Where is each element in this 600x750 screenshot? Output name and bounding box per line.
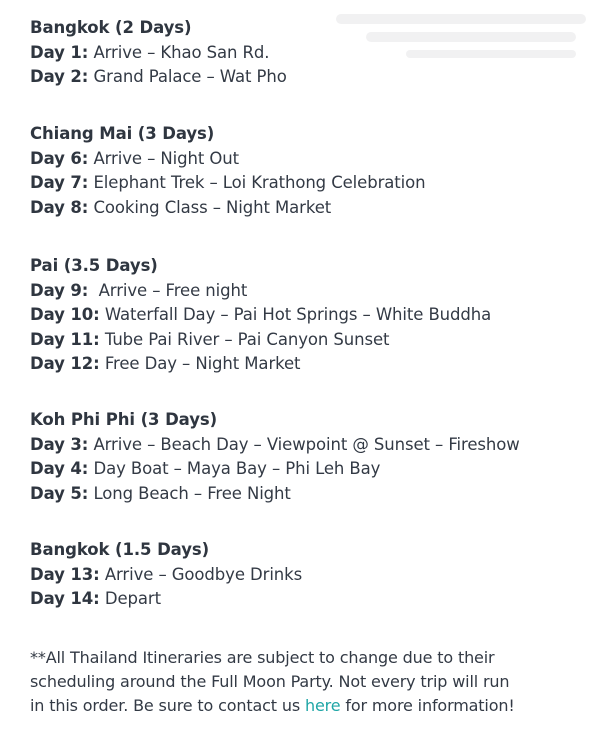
day-text: Day Boat – Maya Bay – Phi Leh Bay [93, 459, 381, 478]
day-row [30, 279, 590, 304]
day-label: Day 5: [30, 483, 89, 503]
day-row [30, 171, 590, 196]
section-heading: Pai (3.5 Days) [30, 256, 158, 275]
day-row [30, 587, 590, 612]
day-row [30, 303, 590, 328]
section-heading: Bangkok (1.5 Days) [30, 540, 210, 559]
day-row [30, 352, 590, 377]
day-label: Day 11: [30, 329, 100, 349]
day-row [30, 65, 590, 90]
day-text: Arrive – Night Out [93, 148, 239, 168]
day-label: Day 8: [30, 197, 89, 217]
disclaimer-line: **All Thailand Itineraries are subject to change due to their [30, 648, 495, 667]
section-bangkok-departure [30, 538, 590, 612]
day-label: Day 7: [30, 173, 89, 192]
section-heading: Bangkok (2 Days) [30, 18, 192, 37]
section-pai [30, 254, 590, 377]
day-text: Free Day – Night Market [104, 354, 301, 373]
day-label: Day 1: [30, 42, 89, 62]
day-text: Long Beach – Free Night [93, 483, 291, 503]
day-row [30, 196, 590, 221]
itinerary-disclaimer [30, 646, 590, 718]
day-label: Day 9: [30, 280, 89, 300]
day-text: Depart [104, 589, 161, 608]
day-row [30, 457, 590, 482]
day-text: Arrive – Free night [93, 280, 248, 300]
day-label: Day 12: [30, 354, 100, 373]
day-text: Waterfall Day – Pai Hot Springs – White Buddha [104, 305, 492, 324]
day-label: Day 6: [30, 148, 89, 168]
day-text: Tube Pai River – Pai Canyon Sunset [104, 329, 390, 349]
day-row [30, 147, 590, 172]
disclaimer-line: scheduling around the Full Moon Party. Not every trip will run [30, 672, 510, 691]
day-row [30, 41, 590, 66]
day-text: Arrive – Goodbye Drinks [104, 564, 303, 584]
section-bangkok-arrival [30, 16, 590, 90]
day-text: Arrive – Beach Day – Viewpoint @ Sunset – Fireshow [93, 434, 520, 454]
day-text: Elephant Trek – Loi Krathong Celebration [93, 173, 426, 192]
section-koh-phi-phi [30, 408, 590, 506]
day-label: Day 10: [30, 305, 100, 324]
day-label: Day 14: [30, 589, 100, 608]
section-heading: Koh Phi Phi (3 Days) [30, 410, 218, 429]
day-label: Day 2: [30, 67, 89, 86]
contact-link[interactable]: here [304, 696, 341, 715]
day-label: Day 4: [30, 459, 89, 478]
disclaimer-text: for more information! [340, 696, 515, 715]
day-text: Cooking Class – Night Market [93, 197, 332, 217]
section-heading: Chiang Mai (3 Days) [30, 124, 215, 143]
day-row [30, 482, 590, 507]
day-row [30, 328, 590, 353]
disclaimer-line [30, 694, 590, 718]
section-chiang-mai [30, 122, 590, 220]
disclaimer-text: in this order. Be sure to contact us [30, 696, 305, 715]
day-label: Day 13: [30, 564, 100, 584]
day-row [30, 433, 590, 458]
day-label: Day 3: [30, 434, 89, 454]
day-row [30, 563, 590, 588]
day-text: Grand Palace – Wat Pho [93, 67, 287, 86]
day-text: Arrive – Khao San Rd. [93, 42, 270, 62]
